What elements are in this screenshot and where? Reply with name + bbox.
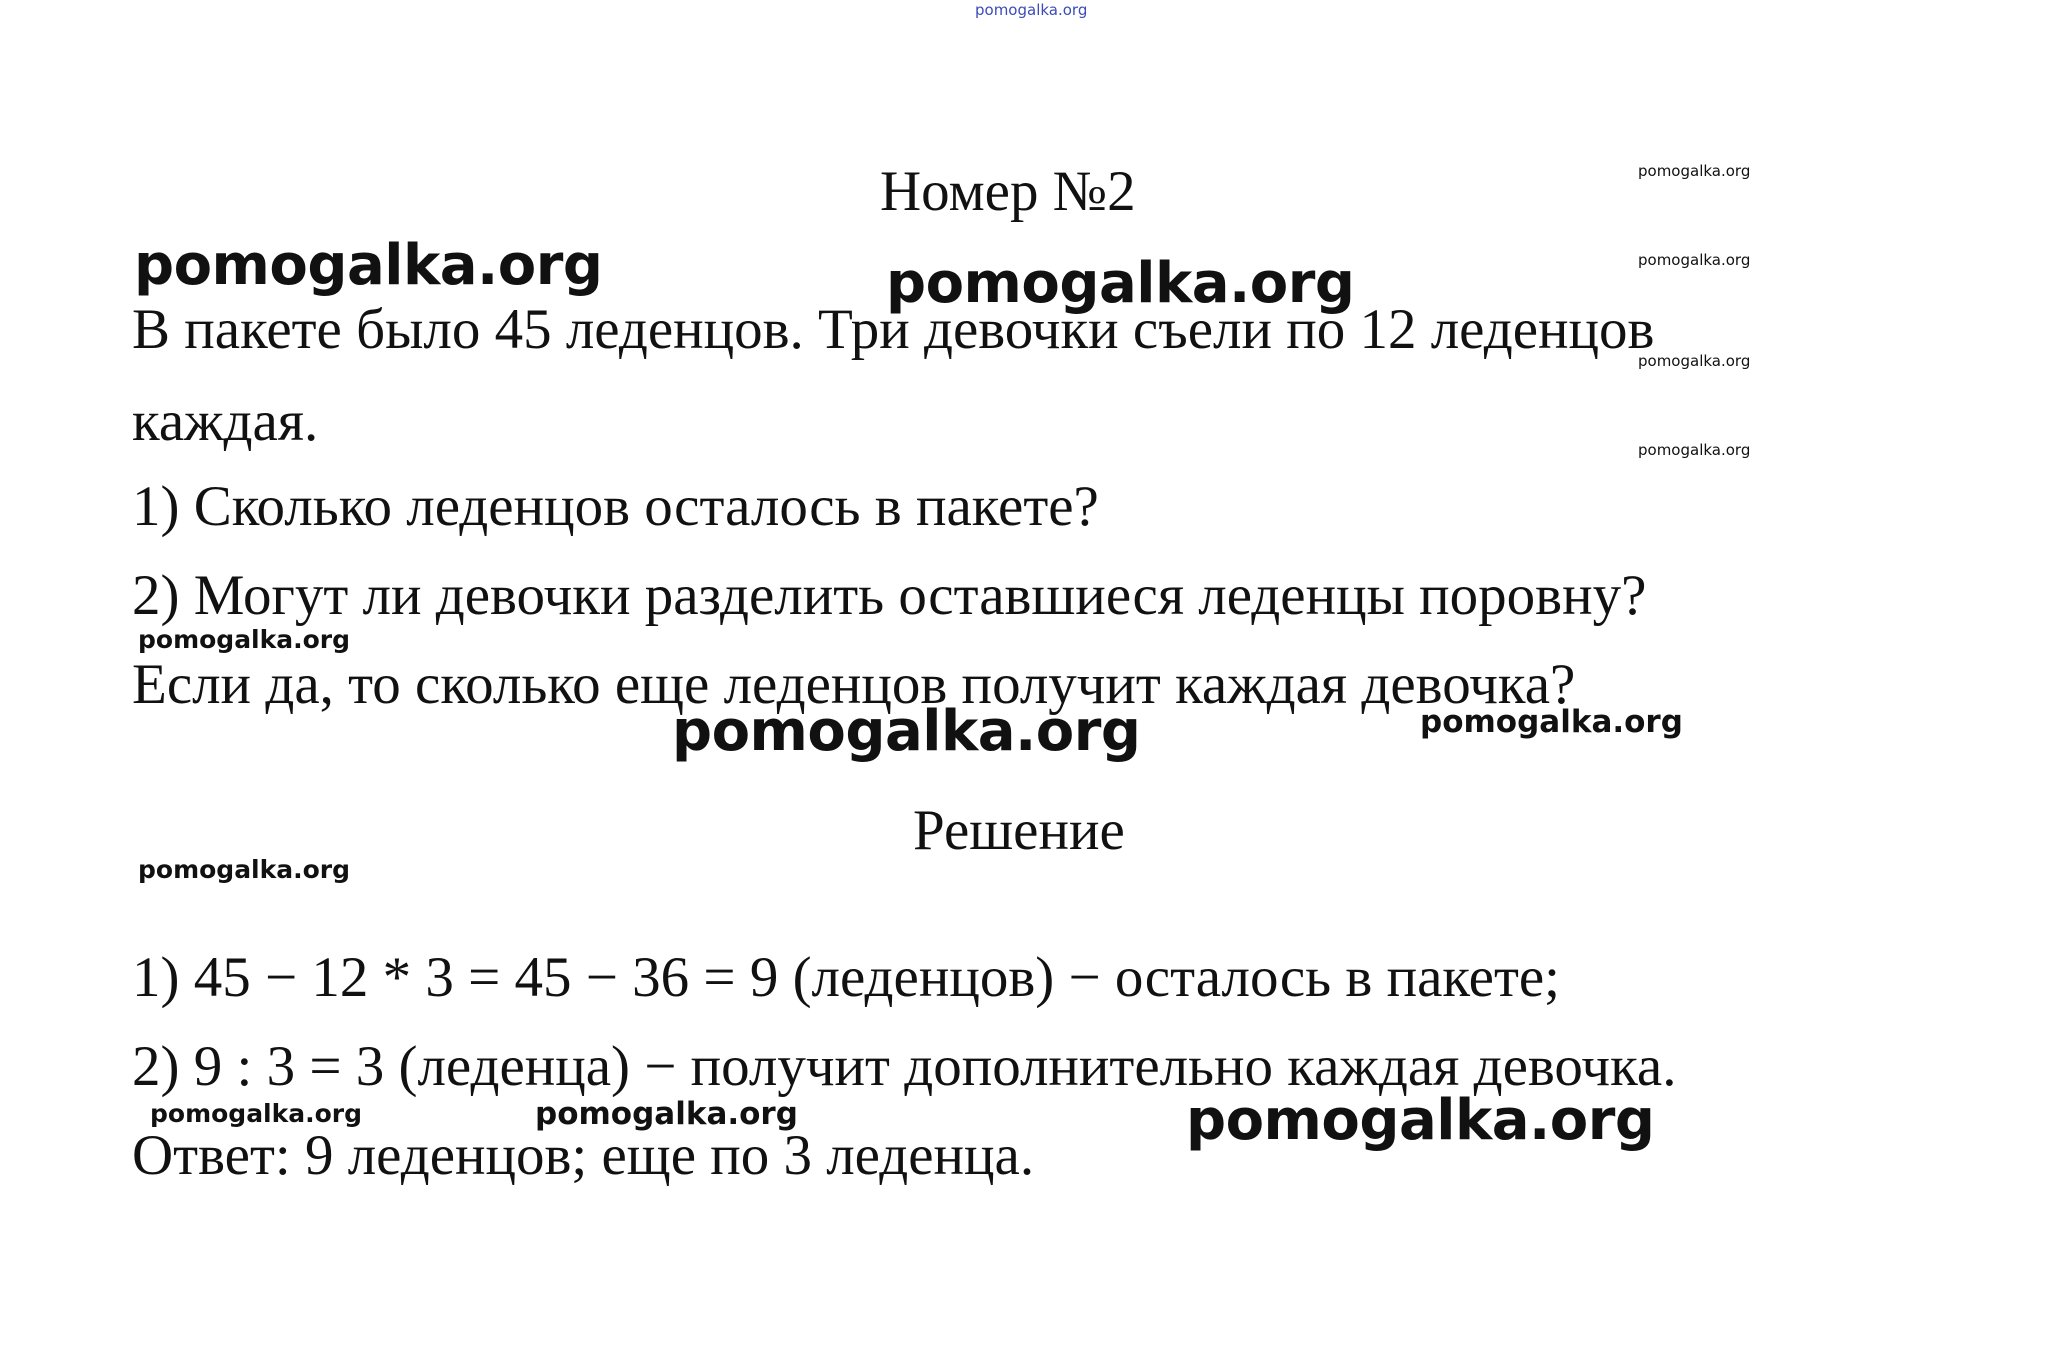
solution-heading: Решение bbox=[913, 799, 1125, 862]
watermark-large: pomogalka.org bbox=[134, 233, 603, 298]
solution-step-1: 1) 45 − 12 * 3 = 45 − 36 = 9 (леденцов) − осталось в пакете; bbox=[132, 946, 1561, 1009]
watermark-large: pomogalka.org bbox=[886, 251, 1355, 316]
problem-line-1: В пакете было 45 леденцов. Три девочки съели по 12 леденцов bbox=[132, 298, 1655, 361]
watermark-medium: pomogalka.org bbox=[138, 625, 351, 654]
answer-line: Ответ: 9 леденцов; еще по 3 леденца. bbox=[132, 1124, 1035, 1187]
question-1: 1) Сколько леденцов осталось в пакете? bbox=[132, 475, 1099, 538]
question-2-line-1: 2) Могут ли девочки разделить оставшиеся леденцы поровну? bbox=[132, 564, 1647, 627]
watermark-small: pomogalka.org bbox=[1638, 441, 1751, 459]
watermark-small: pomogalka.org bbox=[1638, 162, 1751, 180]
watermark-large: pomogalka.org bbox=[672, 699, 1141, 764]
watermark-medium: pomogalka.org bbox=[535, 1096, 798, 1132]
question-2-line-2: Если да, то сколько еще леденцов получит каждая девочка? bbox=[132, 653, 1576, 716]
watermark-medium: pomogalka.org bbox=[138, 855, 351, 884]
header-watermark: pomogalka.org bbox=[975, 1, 1088, 19]
watermark-small: pomogalka.org bbox=[1638, 251, 1751, 269]
page-title: Номер №2 bbox=[880, 160, 1136, 223]
solution-step-2: 2) 9 : 3 = 3 (леденца) − получит дополнительно каждая девочка. bbox=[132, 1035, 1677, 1098]
watermark-large: pomogalka.org bbox=[1186, 1088, 1655, 1153]
watermark-medium: pomogalka.org bbox=[1420, 704, 1683, 740]
watermark-medium: pomogalka.org bbox=[150, 1099, 363, 1128]
watermark-small: pomogalka.org bbox=[1638, 352, 1751, 370]
problem-line-2: каждая. bbox=[132, 390, 319, 453]
